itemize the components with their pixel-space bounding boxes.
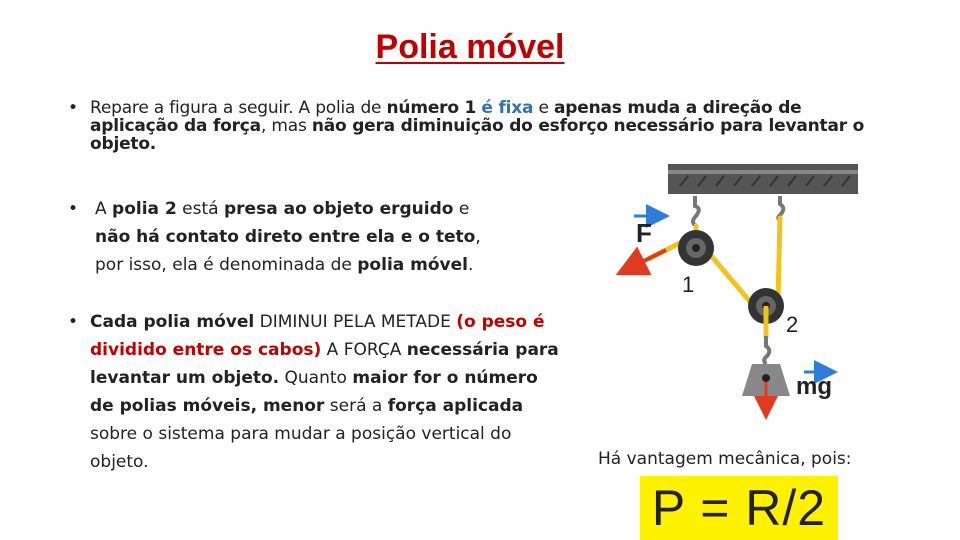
pulley-1-label: 1 bbox=[682, 272, 695, 297]
bullet-marker: • bbox=[68, 199, 79, 219]
bullet-text: está bbox=[176, 199, 224, 219]
bullet-text: A bbox=[95, 199, 113, 219]
pulley-1 bbox=[678, 230, 714, 266]
bullet-text: apenas muda a direção de aplicação da força bbox=[90, 98, 802, 136]
bullet-text: DIMINUI PELA METADE bbox=[254, 312, 457, 332]
advantage-caption: Há vantagem mecânica, pois: bbox=[598, 449, 852, 469]
bullet-marker: • bbox=[68, 98, 78, 118]
pulley-2-label: 2 bbox=[786, 312, 799, 337]
formula-highlight bbox=[640, 476, 838, 540]
force-arrow bbox=[630, 250, 666, 268]
bullet-text: (o peso é dividido entre os cabos) bbox=[90, 312, 545, 360]
hook-icon bbox=[764, 336, 769, 364]
bullet-text: Repare a figura a seguir. A polia de bbox=[90, 98, 387, 118]
pulley-diagram bbox=[600, 160, 860, 425]
bullet-text: , mas bbox=[260, 116, 312, 136]
slide-title: Polia móvel bbox=[375, 28, 565, 66]
bullet-text: Quanto bbox=[279, 368, 353, 388]
bullet-text: não há contato direto entre ela e o teto bbox=[95, 227, 476, 247]
bullet-mechanical-advantage bbox=[68, 308, 560, 476]
bullet-text: é fixa bbox=[481, 98, 534, 118]
bullet-text: polia 2 bbox=[112, 199, 177, 219]
bullet-marker: • bbox=[68, 312, 79, 332]
formula: P = R/2 bbox=[651, 480, 827, 536]
bullet-text: e bbox=[453, 199, 470, 219]
bullet-text: número 1 bbox=[386, 98, 477, 118]
bullet-text: polia móvel bbox=[357, 255, 468, 275]
bullet-text: sobre o sistema para mudar a posição vertical do objeto. bbox=[90, 424, 512, 472]
bullet-text: Cada polia móvel bbox=[90, 312, 255, 332]
bullet-text: não gera diminuição do esforço necessário para levantar o objeto. bbox=[90, 116, 865, 154]
bullet-text: força aplicada bbox=[387, 396, 524, 416]
bullet-fixed-pulley bbox=[68, 98, 870, 154]
weight-label: mg bbox=[796, 373, 832, 400]
bullet-text: e bbox=[533, 98, 554, 118]
bullet-text: A FORÇA bbox=[321, 340, 407, 360]
bullet-text: presa ao objeto erguido bbox=[224, 199, 454, 219]
bullet-text: necessária para levantar um objeto. bbox=[90, 340, 559, 388]
pulley-2 bbox=[748, 288, 784, 338]
bullet-text: será a bbox=[324, 396, 388, 416]
bullet-text: , por isso, ela é denominada de bbox=[95, 227, 481, 275]
hook-icon bbox=[693, 196, 699, 226]
bullet-text: . bbox=[468, 255, 474, 275]
ceiling bbox=[668, 164, 858, 194]
bullet-text: maior for o número de polias móveis, menor bbox=[90, 368, 538, 416]
bullet-movable-pulley bbox=[68, 195, 495, 279]
force-label: F bbox=[636, 218, 652, 248]
